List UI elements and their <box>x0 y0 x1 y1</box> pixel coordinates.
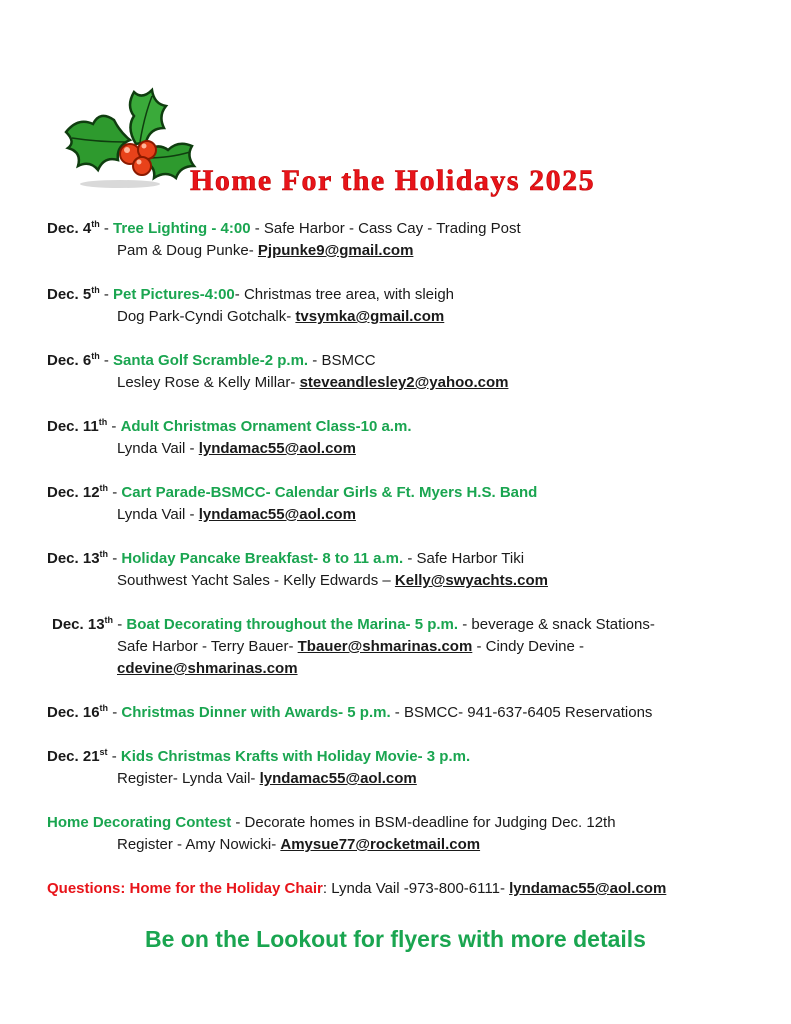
event-date: Dec. 6 <box>47 352 92 369</box>
event-item-home <box>47 812 767 856</box>
questions-detail: : Lynda Vail -973-800-6111- <box>322 880 510 897</box>
event-name: Home Decorating Contest <box>47 814 232 831</box>
questions-line <box>47 878 767 900</box>
event-contact: Register - Amy Nowicki- <box>117 836 281 853</box>
event-date: Dec. 12 <box>47 484 100 501</box>
event-detail: - Safe Harbor - Cass Cay - Trading Post <box>250 220 521 237</box>
event-date: Dec. 4 <box>47 220 92 237</box>
event-date: Dec. 21 <box>47 748 100 765</box>
event-detail: - Safe Harbor Tiki <box>403 550 525 567</box>
event-contact-2: - Cindy Devine - <box>472 638 585 655</box>
event-contact: Safe Harbor - Terry Bauer- <box>117 638 298 655</box>
email-link[interactable]: Kelly@swyachts.com <box>394 572 548 589</box>
event-item-boat: Dec. 13th - Boat Decorating throughout the Marina- 5 p.m. - beverage & snack Stations- Safe Harbor - Terry Bauer- Tbauer@shmarinas.com - Cindy Devine - cdevine@shmarinas.com <box>52 615 655 677</box>
footer-note: Be on the Lookout for flyers with more details <box>145 926 646 952</box>
email-link[interactable]: Amysue77@rocketmail.com <box>280 836 481 853</box>
event-item: Dec. 6th - Santa Golf Scramble-2 p.m. - BSMCC Lesley Rose & Kelly Millar- steveandlesley2@yahoo.com <box>47 351 509 391</box>
email-link[interactable]: Pjpunke9@gmail.com <box>257 242 414 259</box>
event-date: Dec. 13 <box>52 616 105 633</box>
event-name: Adult Christmas Ornament Class-10 a.m. <box>120 418 412 435</box>
event-contact: Dog Park-Cyndi Gotchalk- <box>117 308 296 325</box>
event-detail: - Christmas tree area, with sleigh <box>234 286 455 303</box>
event-name: Pet Pictures-4:00 <box>113 286 235 303</box>
event-contact: Register- Lynda Vail- <box>117 770 260 787</box>
email-link-2[interactable]: cdevine@shmarinas.com <box>117 660 298 677</box>
email-link[interactable]: tvsymka@gmail.com <box>295 308 445 325</box>
event-item: Dec. 5th - Pet Pictures-4:00- Christmas tree area, with sleigh Dog Park-Cyndi Gotchalk- tvsymka@gmail.com <box>47 285 455 325</box>
event-date: Dec. 11 <box>47 418 99 435</box>
email-link[interactable]: lyndamac55@aol.com <box>198 440 356 457</box>
email-link[interactable]: steveandlesley2@yahoo.com <box>299 374 509 391</box>
page-title: Home For the Holidays 2025 <box>190 164 596 197</box>
holly-icon <box>48 62 198 192</box>
event-name: Christmas Dinner with Awards- 5 p.m. <box>121 704 391 721</box>
event-item: Dec. 12th - Cart Parade-BSMCC- Calendar Girls & Ft. Myers H.S. Band Lynda Vail - lyndamac55@aol.com <box>47 483 538 523</box>
event-item-kids: Dec. 21st - Kids Christmas Krafts with Holiday Movie- 3 p.m. Register- Lynda Vail- lyndamac55@aol.com <box>47 747 471 787</box>
questions-label: Questions: Home for the Holiday Chair <box>47 880 323 897</box>
email-link[interactable]: lyndamac55@aol.com <box>198 506 356 523</box>
event-item-dinner: Dec. 16th - Christmas Dinner with Awards- 5 p.m. - BSMCC- 941-637-6405 Reservations <box>47 703 653 721</box>
event-item: Dec. 4th - Tree Lighting - 4:00 - Safe Harbor - Cass Cay - Trading Post Pam & Doug Punke- Pjpunke9@gmail.com <box>47 219 521 259</box>
event-item: Dec. 13th - Holiday Pancake Breakfast- 8 to 11 a.m. - Safe Harbor Tiki Southwest Yacht Sales - Kelly Edwards – Kelly@swyachts.com <box>47 549 548 589</box>
event-contact: Lynda Vail - <box>117 440 199 457</box>
event-detail: - BSMCC- 941-637-6405 Reservations <box>390 704 653 721</box>
event-contact: Lynda Vail - <box>117 506 199 523</box>
email-link[interactable]: lyndamac55@aol.com <box>509 880 667 897</box>
event-name: Kids Christmas Krafts with Holiday Movie- 3 p.m. <box>120 748 471 765</box>
event-date: Dec. 5 <box>47 286 92 303</box>
event-detail: - beverage & snack Stations- <box>458 616 655 633</box>
event-date: Dec. 16 <box>47 704 100 721</box>
event-detail: - Decorate homes in BSM-deadline for Judging Dec. 12th <box>231 814 616 831</box>
event-name: Holiday Pancake Breakfast- 8 to 11 a.m. <box>121 550 404 567</box>
event-item: Dec. 11th - Adult Christmas Ornament Class-10 a.m. Lynda Vail - lyndamac55@aol.com <box>47 417 412 457</box>
event-detail: - BSMCC <box>308 352 376 369</box>
email-link[interactable]: Tbauer@shmarinas.com <box>297 638 473 655</box>
email-link[interactable]: lyndamac55@aol.com <box>259 770 417 787</box>
event-contact: Lesley Rose & Kelly Millar- <box>117 374 300 391</box>
event-name: Boat Decorating throughout the Marina- 5 p.m. <box>126 616 459 633</box>
event-contact: Southwest Yacht Sales - Kelly Edwards – <box>117 572 395 589</box>
event-name: Cart Parade-BSMCC- Calendar Girls & Ft. Myers H.S. Band <box>121 484 538 501</box>
event-name: Tree Lighting - 4:00 <box>113 220 251 237</box>
event-date: Dec. 13 <box>47 550 100 567</box>
event-contact: Pam & Doug Punke- <box>117 242 258 259</box>
event-name: Santa Golf Scramble-2 p.m. <box>113 352 309 369</box>
event-list <box>47 218 767 900</box>
